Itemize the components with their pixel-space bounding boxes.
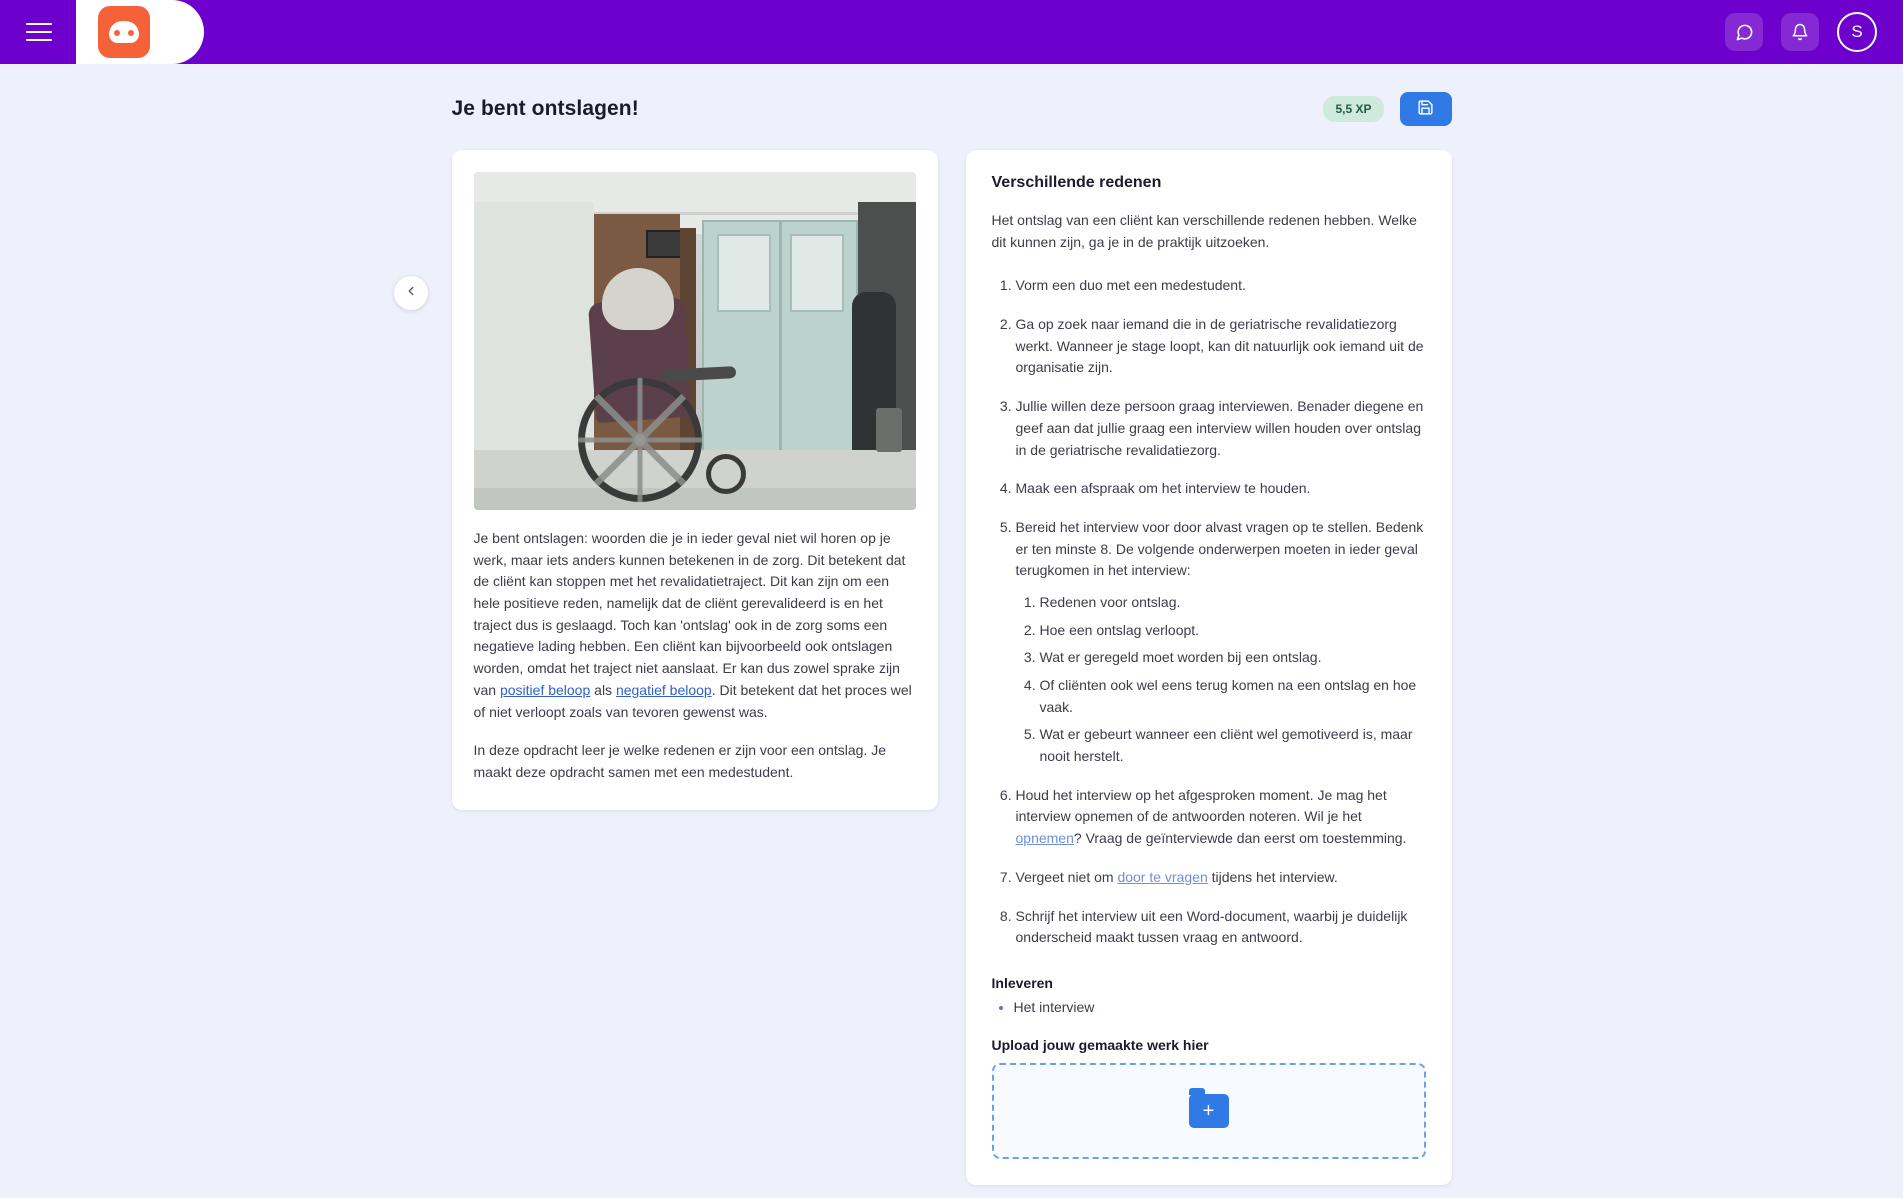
list-item: 1. Redenen voor ontslag. [1040,592,1426,614]
list-item: 3. Wat er geregeld moet worden bij een ontslag. [1040,647,1426,669]
intro-card [452,150,938,810]
upload-title: Upload jouw gemaakte werk hier [991,1036,1209,1053]
app-logo[interactable] [76,0,204,64]
save-icon [1417,99,1434,119]
content-area [452,126,1452,1185]
chat-icon[interactable] [1725,13,1763,51]
page-title: Je bent ontslagen! [451,97,639,120]
hamburger-icon[interactable] [26,23,52,41]
add-file-icon: + [1189,1094,1229,1128]
assignment-card [966,150,1452,1185]
list-item: 2. Hoe een ontslag verloopt. [1040,620,1426,642]
step-text: Vorm een duo met een medestudent. [1015,277,1246,294]
step-text: Ga op zoek naar iemand die in de geriatrische revalidatiezorg werkt. Wanneer je stage loopt, kan dit natuurlijk ook iemand uit de organisatie zijn. [1015,316,1424,376]
step-text: Vergeet niet om [1015,868,1118,885]
step-text: Houd het interview op het afgesproken moment. Je mag het interview opnemen of de antwoorden noteren. Wil je het [1015,786,1387,825]
top-bar [0,0,1903,64]
list-item [1016,396,1426,461]
deliverables-title: Inleveren [991,974,1053,991]
list-item [1016,275,1426,297]
step-text: Maak een afspraak om het interview te houden. [1015,480,1311,497]
corridor-photo [474,172,916,510]
link-opnemen[interactable]: opnemen [1015,830,1074,847]
assignment-intro: Het ontslag van een cliënt kan verschillende redenen hebben. Welke dit kunnen zijn, ga je in de praktijk uitzoeken. [991,212,1417,250]
intro-text [474,528,916,784]
list-item: 5. Wat er gebeurt wanneer een cliënt wel gemotiveerd is, maar nooit herstelt. [1040,724,1426,767]
list-item: 4. Of cliënten ook wel eens terug komen na een ontslag en hoe vaak. [1040,675,1426,718]
upload-dropzone[interactable] [992,1063,1426,1159]
assignment-title: Verschillende redenen [991,174,1162,191]
page-header [452,64,1452,126]
app-logo-icon [98,6,150,58]
page-header-actions [1323,92,1451,126]
step-text: tijdens het interview. [1207,868,1338,885]
step-text: Bereid het interview voor door alvast vragen op te stellen. Bedenk er ten minste 8. De volgende onderwerpen moeten in ieder geval terugkomen in het interview: [1015,518,1424,579]
avatar[interactable]: S [1837,12,1877,52]
list-item [1016,314,1426,379]
bell-icon[interactable] [1781,13,1819,51]
list-item: • Het interview [1014,999,1426,1015]
intro-paragraph-1a: Je bent ontslagen: woorden die je in ieder geval niet wil horen op je werk, maar iets anders kunnen betekenen in de zorg. Dit betekent dat de cliënt kan stoppen met het revalidatietraject. Dit kan zijn om een hele positieve reden, namelijk dat de cliënt gerevalideerd is en het traject dus is geslaagd. Toch kan 'ontslag' ook in de zorg soms een negatieve lading hebben. Een cliënt kan bijvoorbeeld ook ontslagen worden, omdat het traject niet aanslaat. Er kan dus zowel sprake zijn van [473,530,906,698]
save-button[interactable] [1400,92,1452,126]
step-text: ? Vraag de geïnterviewde dan eerst om toestemming. [1073,830,1407,847]
intro-paragraph-1c: . Dit betekent dat het proces wel of niet verloopt zoals van tevoren gewenst was. [473,681,912,720]
list-item [1016,478,1426,500]
xp-badge: 5,5 XP [1323,96,1383,122]
step-text: Schrijf het interview uit een Word-document, waarbij je duidelijk onderscheid maakt tussen vraag en antwoord. [1015,907,1408,946]
chevron-left-icon [404,284,418,303]
link-negatief-beloop[interactable]: negatief beloop [615,681,712,698]
list-item [1016,517,1426,768]
list-item [1016,785,1426,850]
top-bar-actions [1725,12,1877,52]
list-item [1016,867,1426,889]
intro-paragraph-1b: als [590,681,616,698]
deliverables-list [992,999,1426,1015]
assignment-substeps [1016,592,1426,768]
link-door-te-vragen[interactable]: door te vragen [1117,868,1208,885]
link-positief-beloop[interactable]: positief beloop [499,681,591,698]
list-item [1016,906,1426,949]
intro-paragraph-2: In deze opdracht leer je welke redenen er zijn voor een ontslag. Je maakt deze opdracht samen met een medestudent. [473,742,886,780]
assignment-steps [992,275,1426,949]
prev-page-button[interactable] [394,276,428,310]
step-text: Jullie willen deze persoon graag interviewen. Benader diegene en geef aan dat jullie graag een interview willen houden over ontslag in de geriatrische revalidatiezorg. [1015,398,1424,458]
